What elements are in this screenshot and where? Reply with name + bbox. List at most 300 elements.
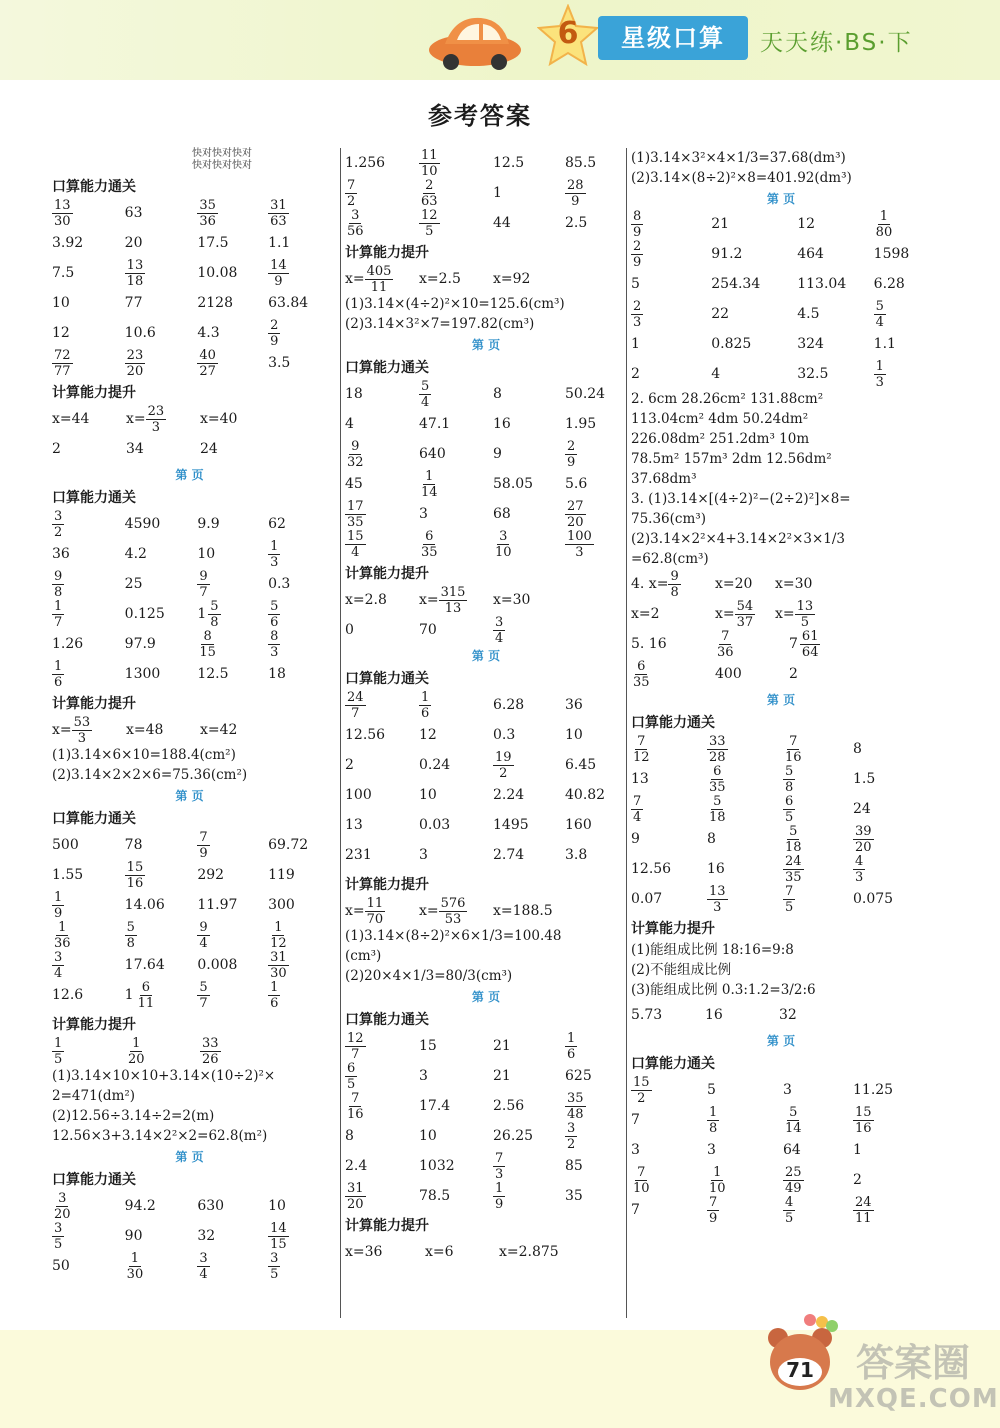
- answer-cell: [631, 735, 707, 764]
- answer-cell: [419, 757, 493, 773]
- answer-row: [52, 569, 327, 599]
- answer-value: x=188.5: [493, 903, 553, 919]
- answer-cell: [125, 295, 198, 311]
- page-heading: 第 页: [471, 338, 501, 352]
- answer-value: 10.6: [124, 325, 156, 341]
- answer-row: [52, 890, 327, 920]
- answer-value: 8: [493, 386, 502, 402]
- section-oral: 口算能力通关: [631, 1056, 715, 1072]
- answer-cell: [493, 416, 565, 432]
- numerator: 13: [54, 197, 71, 213]
- answer-cell: [565, 440, 625, 469]
- answer-value: x=20: [715, 576, 753, 592]
- fraction: [345, 1092, 366, 1121]
- answer-cell: [268, 235, 327, 251]
- fraction: [874, 210, 895, 239]
- numerator: 7: [495, 1150, 504, 1166]
- answer-cell: [493, 1098, 565, 1114]
- answer-cell: [52, 546, 125, 562]
- answer-cell: [419, 1068, 493, 1084]
- answer-cell: [345, 416, 419, 432]
- answer-cell: [268, 837, 327, 853]
- denominator: 10: [421, 163, 438, 179]
- answer-cell: [783, 795, 853, 824]
- denominator: 3: [151, 419, 161, 435]
- denominator: 48: [567, 1106, 584, 1122]
- answer-cell: [345, 1092, 419, 1121]
- answer-line: 75.36(cm³): [631, 511, 706, 527]
- answer-value: [126, 1035, 147, 1067]
- denominator: 4: [351, 544, 360, 560]
- fraction: [268, 259, 289, 288]
- denominator: 9: [567, 454, 576, 470]
- answer-value: [707, 1164, 728, 1196]
- denominator: 11: [855, 1210, 872, 1226]
- answer-row: [52, 950, 327, 980]
- answer-value: 3: [419, 847, 428, 863]
- fraction: [345, 500, 366, 529]
- answer-value: 4.3: [197, 325, 220, 341]
- page-heading: 第 页: [471, 990, 501, 1004]
- answer-cell: [711, 336, 797, 352]
- numerator: 6: [347, 1060, 356, 1076]
- fraction: [853, 825, 874, 854]
- denominator: 37: [736, 614, 754, 630]
- answer-value: [52, 347, 73, 379]
- answer-cell: [565, 847, 625, 863]
- numerator: 23: [126, 347, 144, 363]
- answer-value: 16: [493, 416, 511, 432]
- answer-value: [268, 949, 289, 981]
- fraction: [707, 735, 728, 764]
- denominator: 18: [126, 273, 144, 289]
- fraction: [268, 199, 289, 228]
- answer-cell: [565, 416, 625, 432]
- answer-value: [197, 1250, 209, 1282]
- answer-value: x= $\frac{315}{13}$: [419, 584, 466, 616]
- section-calc: 计算能力提升: [52, 696, 136, 712]
- fraction: [268, 1222, 289, 1251]
- answer-cell: [783, 855, 853, 884]
- answer-cell: [419, 847, 493, 863]
- numerator: 3: [499, 528, 508, 544]
- fraction: [565, 530, 594, 559]
- answer-value: 2: [631, 366, 640, 382]
- denominator: 10: [633, 1180, 650, 1196]
- answer-cell: [565, 757, 625, 773]
- answer-value: 17.5: [197, 235, 229, 251]
- answer-cell: [853, 1142, 913, 1158]
- page-heading: 第 页: [766, 1034, 796, 1048]
- fraction: [197, 199, 218, 228]
- denominator: 8: [709, 1120, 718, 1136]
- answer-cell: [197, 867, 268, 883]
- fraction: [707, 1166, 728, 1195]
- answer-cell: [125, 1252, 198, 1281]
- answer-value: [345, 1030, 366, 1062]
- denominator: 30: [126, 1266, 144, 1282]
- numerator: 3: [54, 508, 63, 524]
- answer-cell: [126, 441, 200, 457]
- answer-value: x=30: [493, 592, 531, 608]
- answer-value: 13: [345, 817, 363, 833]
- answer-cell: [631, 366, 711, 382]
- numerator: 12: [421, 207, 438, 223]
- fraction: [493, 1152, 505, 1181]
- denominator: 15: [270, 1236, 287, 1252]
- numerator: 9: [54, 568, 63, 584]
- grade-number: 6: [557, 16, 579, 51]
- answer-value: x=2: [631, 606, 660, 622]
- answer-value: [789, 628, 820, 660]
- answer-row: [631, 1075, 931, 1105]
- fraction: [853, 855, 865, 884]
- numerator: 6: [785, 793, 794, 809]
- page-heading: 第 页: [766, 693, 796, 707]
- answer-value: x=40: [200, 411, 238, 427]
- answer-row: [345, 529, 627, 559]
- answer-cell: [874, 276, 931, 292]
- answer-value: 3: [783, 1082, 792, 1098]
- answer-value: 10: [565, 727, 583, 743]
- answer-row: [631, 599, 931, 629]
- denominator: 9: [199, 845, 208, 861]
- answer-cell: [853, 891, 913, 907]
- answer-cell: [345, 592, 419, 608]
- answer-cell: [125, 957, 198, 973]
- numerator: 2: [633, 238, 642, 254]
- answer-row: [345, 615, 627, 645]
- answer-value: 10: [419, 1128, 437, 1144]
- answer-value: [707, 1194, 719, 1226]
- answer-cell: [345, 1128, 419, 1144]
- fraction: [439, 897, 468, 926]
- answer-value: 1032: [419, 1158, 455, 1174]
- answer-cell: [345, 386, 419, 402]
- answer-value: 21: [493, 1068, 511, 1084]
- answer-value: [783, 1104, 804, 1136]
- answer-value: 4.5: [797, 306, 820, 322]
- answer-row: [52, 860, 327, 890]
- answer-value: 9.9: [197, 516, 220, 532]
- answer-cell: [345, 691, 419, 720]
- denominator: 12: [270, 935, 287, 951]
- answer-cell: [631, 795, 707, 824]
- section-calc: 计算能力提升: [345, 566, 429, 582]
- answer-row: [631, 1105, 931, 1135]
- answer-cell: [197, 1252, 268, 1281]
- answer-row: [52, 198, 327, 228]
- answer-cell: [125, 606, 198, 622]
- answer-row: [631, 794, 931, 824]
- denominator: 56: [347, 223, 364, 239]
- answer-value: 1300: [124, 666, 161, 682]
- answer-value: [783, 763, 795, 795]
- answer-value: 12.6: [52, 987, 84, 1003]
- answer-value: [783, 793, 795, 825]
- answer-cell: [268, 355, 327, 371]
- numerator: 6: [637, 658, 646, 674]
- answer-cell: [853, 771, 913, 787]
- answer-line: (1)3.14×10×10+3.14×(10÷2)²×: [52, 1068, 276, 1084]
- answer-value: [200, 1035, 221, 1067]
- denominator: 7: [351, 705, 360, 721]
- numerator: 3: [351, 207, 360, 223]
- numerator: 25: [785, 1164, 802, 1180]
- answer-value: [268, 538, 280, 570]
- answer-row: [345, 1031, 627, 1061]
- denominator: 26: [202, 1051, 219, 1067]
- numerator: 1: [495, 1180, 504, 1196]
- answer-value: [565, 1120, 577, 1152]
- answer-value: [783, 853, 804, 885]
- answer-cell: [197, 570, 268, 599]
- fraction: [197, 831, 209, 860]
- answer-value: [419, 177, 440, 209]
- answer-value: 231: [345, 847, 372, 863]
- section-oral: 口算能力通关: [52, 179, 136, 195]
- denominator: 3: [270, 554, 279, 570]
- answer-value: 640: [419, 446, 446, 462]
- fraction: [631, 660, 652, 689]
- answer-value: x=6: [425, 1244, 454, 1260]
- answer-cell: [345, 265, 419, 294]
- answer-value: [197, 197, 218, 229]
- answer-value: 100: [345, 787, 372, 803]
- answer-line: (1)能组成比例 18:16=9:8: [631, 942, 794, 958]
- answer-value: 24: [853, 801, 871, 817]
- denominator: 35: [421, 544, 438, 560]
- answer-value: 4. x= $\frac{9}{8}$: [631, 568, 679, 600]
- fraction: [565, 1032, 577, 1061]
- denominator: 5: [785, 809, 794, 825]
- denominator: 8: [785, 779, 794, 795]
- numerator: 11: [421, 147, 438, 163]
- answer-value: 21: [711, 216, 730, 232]
- denominator: 3: [875, 374, 884, 390]
- answer-value: 35: [565, 1188, 583, 1204]
- answer-row: [345, 409, 627, 439]
- answer-value: x=36: [345, 1244, 383, 1260]
- denominator: 12: [633, 749, 650, 765]
- fraction: [146, 405, 167, 434]
- answer-cell: [345, 1062, 419, 1091]
- denominator: 9: [54, 905, 63, 921]
- answer-value: [268, 197, 289, 229]
- answer-cell: [631, 636, 715, 652]
- numerator: 3: [495, 614, 504, 630]
- answer-row: [52, 1221, 327, 1251]
- answer-row: [631, 764, 931, 794]
- fraction: [795, 600, 816, 629]
- answer-value: 4: [345, 416, 354, 432]
- fraction: [365, 897, 386, 926]
- answer-cell: [345, 1032, 419, 1061]
- fraction: [125, 861, 146, 890]
- answer-value: 0.07: [631, 891, 663, 907]
- answer-cell: [125, 325, 198, 341]
- answer-value: 22: [711, 306, 730, 322]
- answer-cell: [126, 405, 200, 434]
- fraction: [565, 440, 577, 469]
- fraction: [631, 1076, 652, 1105]
- answer-value: x= $\frac{405}{11}$: [345, 263, 392, 295]
- answer-value: 400: [715, 666, 742, 682]
- answer-row: [345, 810, 627, 840]
- answer-value: [783, 823, 804, 855]
- site-watermark: [828, 1330, 998, 1428]
- answer-value: 3: [707, 1142, 716, 1158]
- answer-value: 34: [126, 441, 144, 457]
- answer-value: [783, 733, 804, 765]
- fraction: [197, 349, 218, 378]
- section-oral: 口算能力通关: [631, 715, 715, 731]
- denominator: 8: [670, 584, 679, 600]
- answer-value: 5.6: [565, 476, 588, 492]
- answer-row: [345, 469, 627, 499]
- answer-value: [197, 919, 209, 951]
- answer-row: [52, 288, 327, 318]
- section-oral: 口算能力通关: [52, 811, 136, 827]
- numerator: 23: [147, 403, 165, 419]
- answer-cell: [493, 697, 565, 713]
- answer-value: 8: [345, 1128, 354, 1144]
- denominator: 63: [421, 193, 438, 209]
- fraction: [197, 570, 209, 599]
- answer-cell: [125, 349, 198, 378]
- denominator: 9: [495, 1196, 504, 1212]
- answer-cell: [493, 817, 565, 833]
- answer-value: 45: [345, 476, 363, 492]
- answer-cell: [197, 981, 268, 1010]
- fraction: [631, 795, 643, 824]
- denominator: 20: [347, 1196, 364, 1212]
- answer-cell: [197, 1198, 268, 1214]
- section-calc: 计算能力提升: [345, 877, 429, 893]
- numerator: 24: [855, 1194, 872, 1210]
- fraction: [197, 630, 218, 659]
- answer-cell: [52, 716, 126, 745]
- numerator: 1: [274, 919, 283, 935]
- answer-line: 2=471(dm²): [52, 1088, 136, 1104]
- answer-value: 64: [783, 1142, 801, 1158]
- answer-cell: [125, 1198, 198, 1214]
- fraction: [493, 616, 505, 645]
- answer-line: 113.04cm² 4dm 50.24dm²: [631, 411, 809, 427]
- fraction: [268, 319, 280, 348]
- fraction: [565, 179, 586, 208]
- fraction: [707, 1106, 719, 1135]
- answer-value: [783, 883, 795, 915]
- numerator: 7: [637, 1164, 646, 1180]
- answer-value: 2.4: [345, 1158, 368, 1174]
- denominator: 5: [54, 1051, 63, 1067]
- numerator: 1: [270, 979, 279, 995]
- answer-cell: [493, 506, 565, 522]
- answer-cell: [853, 855, 913, 884]
- answer-cell: [125, 1228, 198, 1244]
- fraction: [419, 149, 440, 178]
- answer-cell: [197, 600, 268, 629]
- answer-value: [565, 1030, 577, 1062]
- denominator: 2: [347, 193, 356, 209]
- answer-cell: [874, 360, 931, 389]
- answer-cell: [126, 722, 200, 738]
- answer-value: 119: [268, 867, 295, 883]
- denominator: 20: [567, 514, 584, 530]
- answer-value: 25: [124, 576, 143, 592]
- denominator: 8: [54, 584, 63, 600]
- denominator: 8: [210, 614, 219, 630]
- answer-cell: [874, 210, 931, 239]
- answer-cell: [631, 276, 711, 292]
- fraction: [197, 981, 209, 1010]
- fraction: [268, 921, 289, 950]
- answer-value: 69.72: [268, 837, 309, 853]
- numerator: 1: [58, 919, 67, 935]
- fraction: [125, 1252, 146, 1281]
- answer-cell: [419, 506, 493, 522]
- answer-value: [707, 733, 728, 765]
- answer-value: [631, 793, 643, 825]
- numerator: 1: [425, 468, 434, 484]
- answer-cell: [125, 897, 198, 913]
- denominator: 5: [54, 1236, 63, 1252]
- answer-value: [419, 147, 440, 179]
- answer-cell: [775, 600, 855, 629]
- answer-cell: [631, 300, 711, 329]
- answer-line: 226.08dm² 251.2dm³ 10m: [631, 431, 810, 447]
- answer-cell: [268, 981, 327, 1010]
- answer-value: [268, 257, 289, 289]
- answer-value: [345, 1060, 357, 1092]
- series-subtitle: 天天练·BS·下: [760, 30, 913, 56]
- answer-cell: [52, 891, 125, 920]
- answer-row: [52, 509, 327, 539]
- numerator: 9: [670, 568, 679, 584]
- answer-cell: [268, 295, 327, 311]
- answer-line: =62.8(cm³): [631, 551, 709, 567]
- numerator: 7: [637, 733, 646, 749]
- section-calc: 计算能力提升: [52, 1017, 136, 1033]
- denominator: 3: [633, 314, 642, 330]
- answer-cell: [853, 741, 913, 757]
- page-heading: 第 页: [175, 789, 204, 803]
- fraction: [631, 735, 652, 764]
- answer-cell: [197, 516, 268, 532]
- answer-cell: [783, 735, 853, 764]
- section-oral: 口算能力通关: [345, 1012, 429, 1028]
- fraction: [345, 530, 366, 559]
- answer-cell: [125, 576, 198, 592]
- answer-value: 32: [779, 1007, 797, 1023]
- answer-value: x= $\frac{23}{3}$: [126, 403, 165, 435]
- fraction: [72, 716, 93, 745]
- answer-cell: [853, 1172, 913, 1188]
- answer-value: [345, 528, 366, 560]
- denominator: 4: [421, 394, 430, 410]
- answer-value: [631, 298, 643, 330]
- denominator: 4: [633, 809, 642, 825]
- answer-row: [52, 715, 327, 745]
- answer-cell: [775, 576, 855, 592]
- answer-value: 58.05: [493, 476, 534, 492]
- answer-value: 1.55: [52, 867, 84, 883]
- page-heading: 第 页: [175, 1150, 204, 1164]
- answer-cell: [853, 825, 913, 854]
- answer-value: x=30: [775, 576, 813, 592]
- answer-value: 85: [565, 1158, 583, 1174]
